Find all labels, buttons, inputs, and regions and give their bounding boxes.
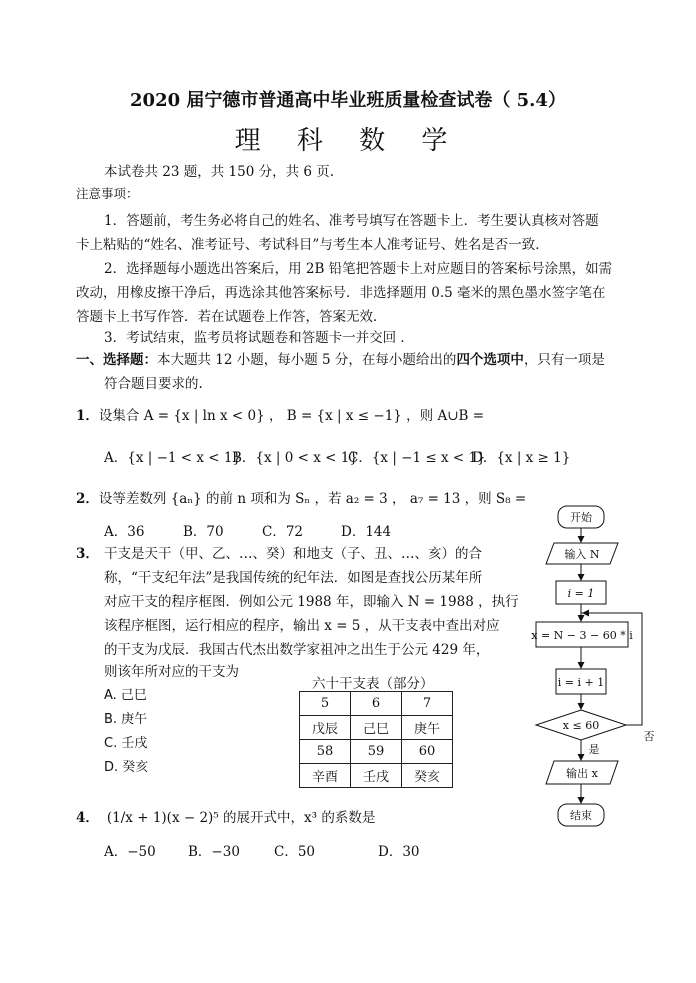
question-1-stem: 设集合 A = {x | ln x < 0} ， B = {x | x ≤ −1} ，则 A∪B = [98,408,485,424]
flowchart-increment-label: i = i + 1 [557,676,605,689]
flowchart-end-label: 结束 [570,809,592,822]
question-4-stem: (1/x + 1)(x − 2)⁵ 的展开式中，x³ 的系数是 [106,810,376,826]
table-cell: 癸亥 [402,764,453,788]
note-2a: 2．选择题每小题选出答案后，用 2B 铅笔把答题卡上对应题目的答案标号涂黑，如需 [104,261,613,277]
q2-option-b: B．70 [183,524,224,540]
table-cell: 庚午 [402,716,453,740]
flowchart-init-label: i = 1 [567,587,595,600]
note-1b: 卡上粘贴的“姓名、准考证号、考试科目”与考生本人准考证号、姓名是否一致． [76,237,549,253]
q3-line-2: 称，“干支纪年法”是我国传统的纪年法．如图是查找公历某年所 [104,570,483,586]
table-row [300,692,453,716]
table-row [300,764,453,788]
table-cell: 7 [402,692,453,716]
ganzhi-table [299,691,453,788]
question-3-number: 3． [76,546,99,562]
q3-option-d: D. 癸亥 [104,760,149,775]
question-1 [76,404,484,424]
table-cell: 59 [351,740,402,764]
q3-option-c: C. 壬戌 [104,736,148,751]
note-2b: 改动，用橡皮擦干净后，再选涂其他答案标号．非选择题用 0.5 毫米的黑色墨水签字笔在 [76,285,606,301]
note-1a: 1．答题前，考生务必将自己的姓名、准考号填写在答题卡上．考生要认真核对答题 [104,213,599,229]
table-cell: 6 [351,692,402,716]
flowchart-no-label: 否 [643,730,655,743]
q1-option-c: C．{x | −1 ≤ x < 1} [348,450,486,466]
table-cell: 壬戌 [351,764,402,788]
q1-option-b: B．{x | 0 < x < 1} [232,450,358,466]
section-1-bold: 四个选项中 [456,352,524,368]
question-2 [76,487,526,507]
exam-subtitle: 理 科 数 学 [234,126,462,156]
question-2-number: 2． [76,491,99,507]
note-3: 3．考试结束，监考员将试题卷和答题卡一并交回 ． [104,330,414,346]
table-cell: 5 [300,692,351,716]
q3-option-a: A. 己巳 [104,688,147,703]
q4-option-b: B．−30 [188,844,240,860]
flowchart [520,500,660,840]
table-row [300,716,453,740]
table-cell: 己巳 [351,716,402,740]
section-1-heading [76,348,605,368]
q2-option-d: D．144 [341,524,392,540]
section-1-line2: 符合题目要求的. [104,376,203,392]
section-1-text-b: ，只有一项是 [523,352,605,368]
q3-line-1: 干支是天干（甲、乙、…、癸）和地支（子、丑、…、亥）的合 [104,546,482,562]
intro-line: 本试卷共 23 题，共 150 分，共 6 页. [104,164,335,180]
exam-title: 2020 届宁德市普通高中毕业班质量检查试卷（ 5.4） [130,90,566,111]
q1-option-a: A．{x | −1 < x < 1} [104,450,242,466]
question-4-number: 4． [76,810,99,826]
section-1-text-a: 本大题共 12 小题，每小题 5 分，在每小题给出的 [157,352,457,368]
question-2-stem: 设等差数列 {aₙ} 的前 n 项和为 Sₙ ，若 a₂ = 3 ， a₇ = 13 ，则 S₈ = [98,491,527,507]
q3-line-6: 则该年所对应的干支为 [104,664,239,680]
flowchart-condition-label: x ≤ 60 [562,719,600,732]
q3-line-5: 的干支为戊辰．我国古代杰出数学家祖冲之出生于公元 429 年， [104,642,490,658]
q3-line-4: 该程序框图，运行相应的程序，输出 x = 5 ，从干支表中查出对应 [104,618,500,634]
question-1-number: 1． [76,408,99,424]
table-row [300,740,453,764]
notes-heading: 注意事项： [76,186,139,201]
table-cell: 60 [402,740,453,764]
q3-line-3: 对应干支的程序框图．例如公元 1988 年，即输入 N = 1988 ，执行 [104,594,519,610]
table-cell: 58 [300,740,351,764]
table-cell: 辛酉 [300,764,351,788]
flowchart-start-label: 开始 [570,511,592,524]
table-cell: 戊辰 [300,716,351,740]
flowchart-yes-label: 是 [588,743,600,756]
flowchart-input-label: 输入 N [564,548,600,561]
q2-option-a: A．36 [104,524,145,540]
q4-option-a: A．−50 [104,844,156,860]
q4-option-c: C．50 [274,844,316,860]
section-1-label: 一、选择题： [76,352,157,368]
question-4 [76,806,375,826]
ganzhi-table-title: 六十干支表（部分） [312,676,434,692]
note-2c: 答题卡上书写作答．若在试题卷上作答，答案无效． [76,309,387,325]
q2-option-c: C．72 [262,524,304,540]
flowchart-output-label: 输出 x [566,767,598,780]
q3-option-b: B. 庚午 [104,712,148,727]
flowchart-compute-label: x = N − 3 − 60 * i [531,629,633,642]
q4-option-d: D．30 [378,844,420,860]
q1-option-d: D．{x | x ≥ 1} [472,450,571,466]
